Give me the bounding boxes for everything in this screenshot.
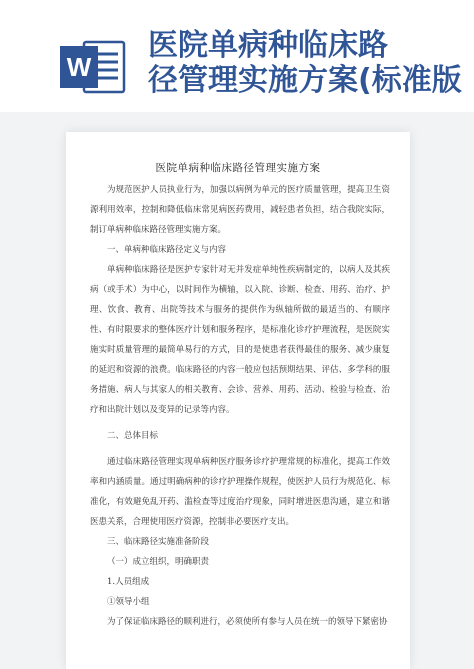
document-paragraph: 为了保证临床路径的顺利进行，必须使所有参与人员在统一的领导下紧密协 [107,617,388,627]
document-title: 医院单病种临床路径管理实施方案 [155,162,321,174]
header-banner [0,0,474,112]
document-paragraph: 二、总体目标 [107,431,159,441]
document-paragraph: （一）成立组织，明确职责 [107,557,210,567]
document-paragraph: 1.人员组成 [107,577,150,587]
document-page [66,132,410,669]
document-body [90,180,390,632]
banner-title-line-1: 医院单病种临床路 [148,28,388,63]
logo-letter: W [66,52,92,82]
word-document-icon [58,38,128,96]
document-paragraph: 单病种临床路径是医护专家针对无并发症单纯性疾病制定的，以病人及其疾病（或手术）为中心，以时间作为横轴，以入院、诊断、检查、用药、治疗、护理、饮食、教育、出院等技术与服务的提供作为纵轴所做的最适当的、有顺序性、有时限要求的整体医疗计划和服务程序，是标准化诊疗护理流程，是医院实施实时质量管理的最简单易行的方式，目的是使患者获得最佳的服务、减少康复的延迟和资源的浪费。临床路径的内容一般应包括预期结果、评估、多学科的服务措施、病人与其家人的相关教育、会诊、营养、用药、活动、检验与检查、治疗和出院计划以及变异的记录等内容。 [90,265,390,415]
document-paragraph: 通过临床路径管理实现单病种医疗服务诊疗护理常规的标准化，提高工作效率和内涵质量。通过明确病种的诊疗护理操作规程，使医护人员行为规范化、标准化，有效避免乱开药、滥检查等过度治疗现象，同时增进医患沟通，建立和谐医患关系，合理使用医疗资源，控制非必要医疗支出。 [90,457,390,527]
banner-title-line-2: 径管理实施方案(标准版 [148,63,462,98]
document-paragraph: 三、临床路径实施准备阶段 [107,537,210,547]
document-paragraph: 为规范医护人员执业行为，加强以病例为单元的医疗质量管理，提高卫生资源利用效率，控制和降低临床常见病医药费用，减轻患者负担，结合我院实际，制订单病种临床路径管理实施方案。 [90,185,390,235]
banner-title [148,28,474,98]
document-paragraph: 一、单病种临床路径定义与内容 [107,245,227,255]
document-paragraph: ①领导小组 [107,597,150,607]
